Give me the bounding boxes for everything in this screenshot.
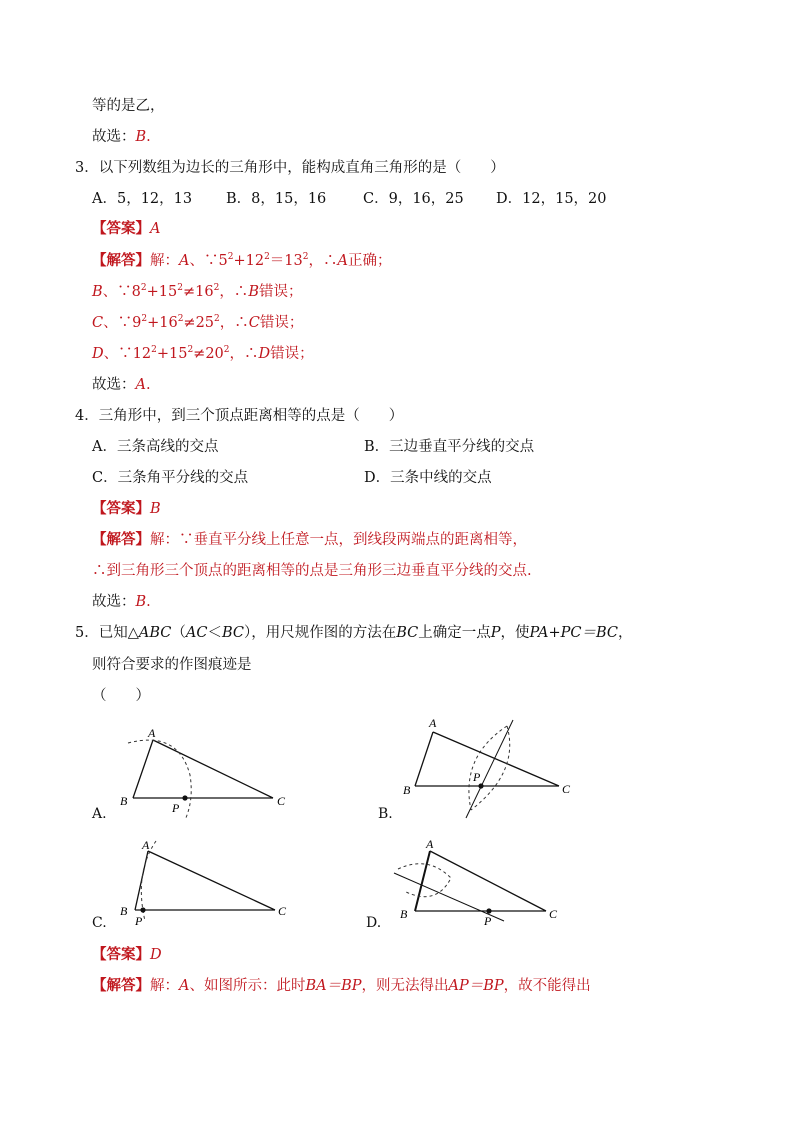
q3-sol4-a: D bbox=[92, 346, 104, 362]
fig-a-arc bbox=[128, 740, 191, 820]
fig-c-point-p bbox=[140, 907, 145, 912]
q5-option-c-label: C. bbox=[92, 915, 107, 931]
q3-option-d-text: 12，15，20 bbox=[522, 191, 607, 207]
q5-figure-d bbox=[388, 835, 588, 935]
fig-a-label-a: A bbox=[148, 726, 156, 740]
q5-stem-p4: ＜ bbox=[207, 625, 222, 641]
q4-number: 4． bbox=[75, 408, 99, 424]
q4-sol1-text: 解：∵垂直平分线上任意一点，到线段两端点的距离相等， bbox=[150, 532, 527, 548]
q2-select-value: B bbox=[135, 129, 147, 145]
fig-d-label-b: B bbox=[400, 907, 408, 921]
q4-option-d-text: 三条中线的交点 bbox=[390, 470, 492, 486]
q5-stem-p2: （ bbox=[171, 625, 186, 641]
q3-option-b-letter: B． bbox=[226, 191, 252, 207]
q3-sol3-a: C bbox=[92, 315, 104, 331]
q5-answer-line bbox=[92, 945, 162, 965]
fig-b-arc-left bbox=[469, 726, 507, 810]
q3-sol1-mid: 、∵ bbox=[189, 253, 219, 269]
q4-select-prefix: 故选： bbox=[92, 594, 136, 610]
q5-figure-c bbox=[90, 833, 320, 933]
q5-option-d-label: D. bbox=[366, 915, 382, 931]
q4-stem-line bbox=[75, 406, 403, 426]
q5-stem-p7: BC bbox=[396, 625, 419, 641]
q4-option-a-letter: A． bbox=[92, 439, 117, 455]
q4-option-d-letter: D． bbox=[364, 470, 391, 486]
q3-option-a-letter: A． bbox=[92, 191, 117, 207]
q4-option-c bbox=[92, 468, 248, 488]
q4-select-suffix: . bbox=[146, 594, 151, 610]
q5-sol1-p1: A bbox=[179, 978, 190, 994]
q3-sol4-post: ，∴ bbox=[229, 346, 259, 362]
q4-select-line bbox=[92, 592, 151, 612]
q5-figure-a bbox=[90, 715, 320, 830]
q5-answer-label: 【答案】 bbox=[92, 946, 150, 963]
q5-stem-p5: BC bbox=[221, 625, 244, 641]
q4-sol2-text: ∴到三角形三个顶点的距离相等的点是三角形三边垂直平分线的交点. bbox=[92, 563, 532, 579]
q3-stem-line bbox=[75, 158, 505, 178]
q3-option-c bbox=[363, 189, 464, 209]
q5-solution-line-1 bbox=[92, 976, 591, 996]
q5-sol1-p0: 解： bbox=[150, 978, 179, 994]
q5-stem-p9: P bbox=[490, 625, 501, 641]
q3-sol3-b: C bbox=[248, 315, 260, 331]
q3-option-c-letter: C． bbox=[363, 191, 389, 207]
q3-solution-line-1 bbox=[92, 251, 391, 271]
q5-stem-p0: 已知△ bbox=[98, 625, 139, 641]
fig-a-label-b: B bbox=[120, 794, 128, 808]
fig-d-point-p bbox=[486, 908, 491, 913]
q5-sol1-p4: ，则无法得出 bbox=[361, 978, 449, 994]
q4-option-b-letter: B． bbox=[364, 439, 390, 455]
q4-stem: 三角形中，到三个顶点距离相等的点是（ ） bbox=[98, 408, 404, 424]
q3-answer-line bbox=[92, 219, 160, 239]
q4-option-b-text: 三边垂直平分线的交点 bbox=[389, 439, 535, 455]
fig-d-label-a: A bbox=[426, 837, 434, 851]
q2-select-prefix: 故选： bbox=[92, 129, 136, 145]
q4-answer-line bbox=[92, 499, 161, 519]
q3-sol2-math: $8^2+15^2\ne 16^2$ bbox=[131, 283, 220, 300]
q3-sol3-math: $9^2+16^2\ne 25^2$ bbox=[132, 314, 220, 331]
q5-stem-p11: PA+PC＝BC bbox=[529, 625, 618, 641]
q5-sol1-p3: BA＝BP bbox=[305, 978, 362, 994]
fig-d-label-p: P bbox=[484, 914, 492, 928]
q5-stem-p1: ABC bbox=[138, 625, 172, 641]
q3-option-a bbox=[92, 189, 192, 209]
fig-c-side-ac bbox=[148, 851, 275, 910]
q4-select-value: B bbox=[135, 594, 147, 610]
q3-sol2-tail: 错误； bbox=[258, 284, 303, 300]
q5-solution-label: 【解答】 bbox=[92, 977, 150, 994]
fig-c-label-b: B bbox=[120, 904, 128, 918]
q3-sol2-b: B bbox=[248, 284, 259, 300]
q3-answer-label: 【答案】 bbox=[92, 220, 150, 237]
q3-solution-line-4 bbox=[92, 344, 314, 364]
q5-stem-p10: ，使 bbox=[500, 625, 530, 641]
q3-select-line bbox=[92, 375, 151, 395]
fig-d-side-ac bbox=[430, 851, 546, 911]
q5-stem-p3: AC bbox=[185, 625, 208, 641]
q5-option-b-label: B. bbox=[378, 806, 393, 822]
q4-option-b bbox=[364, 437, 534, 457]
q3-option-b bbox=[226, 189, 326, 209]
q5-stem-line-2 bbox=[92, 655, 252, 675]
fig-c-label-p: P bbox=[135, 914, 143, 928]
q3-sol1-tail: 正确； bbox=[347, 253, 392, 269]
q3-answer-value: A bbox=[150, 221, 161, 237]
q3-solution-line-3 bbox=[92, 313, 303, 333]
q3-option-d bbox=[496, 189, 607, 209]
q3-number: 3． bbox=[75, 160, 99, 176]
q5-option-a-label: A. bbox=[92, 806, 107, 822]
q2-conclusion-line bbox=[92, 96, 165, 116]
q4-solution-line-2 bbox=[92, 561, 532, 581]
q5-sol1-p2: 、如图所示：此时 bbox=[189, 978, 306, 994]
q3-option-b-text: 8，15，16 bbox=[251, 191, 327, 207]
fig-a-point-p bbox=[182, 795, 187, 800]
q3-sol3-mid: 、∵ bbox=[103, 315, 133, 331]
q5-blank bbox=[92, 686, 150, 706]
q3-sol1-math: $5^2+12^2=13^2$ bbox=[218, 252, 309, 269]
fig-d-label-c: C bbox=[549, 907, 558, 921]
fig-d-side-ab bbox=[415, 851, 430, 911]
q2-conclusion-text: 等的是乙， bbox=[92, 98, 165, 114]
q4-solution-line-1 bbox=[92, 530, 527, 550]
q3-sol2-mid: 、∵ bbox=[102, 284, 132, 300]
fig-b-label-b: B bbox=[403, 783, 411, 797]
fig-c-label-c: C bbox=[278, 904, 287, 918]
q3-select-suffix: . bbox=[145, 377, 151, 393]
q5-sol1-p5: AP＝BP bbox=[448, 978, 504, 994]
q3-sol3-tail: 错误； bbox=[259, 315, 304, 331]
q3-sol1-b: A bbox=[337, 253, 348, 269]
q5-stem-p8: 上确定一点 bbox=[418, 625, 491, 641]
q4-option-d bbox=[364, 468, 492, 488]
fig-d-arc bbox=[398, 864, 451, 897]
q3-select-prefix: 故选： bbox=[92, 377, 136, 393]
q4-solution-label: 【解答】 bbox=[92, 531, 150, 548]
q5-stem-p6: ），用尺规作图的方法在 bbox=[244, 625, 397, 641]
fig-b-bisector bbox=[466, 720, 513, 818]
q4-answer-value: B bbox=[150, 501, 161, 517]
q3-sol3-post: ，∴ bbox=[219, 315, 249, 331]
q3-sol1-pre: 解： bbox=[150, 253, 179, 269]
q3-option-d-letter: D． bbox=[496, 191, 523, 207]
q4-option-a bbox=[92, 437, 218, 457]
q3-sol4-tail: 错误； bbox=[270, 346, 314, 362]
q3-sol4-math: $12^2+15^2\ne 20^2$ bbox=[132, 345, 230, 362]
q5-blank-text: （ ） bbox=[92, 688, 150, 704]
q3-solution-label: 【解答】 bbox=[92, 252, 150, 269]
fig-b-label-a: A bbox=[429, 716, 437, 730]
fig-b-point-p bbox=[478, 783, 483, 788]
q4-option-a-text: 三条高线的交点 bbox=[116, 439, 219, 455]
q4-option-c-letter: C． bbox=[92, 470, 118, 486]
fig-a-side-ab bbox=[133, 740, 153, 798]
q3-sol2-a: B bbox=[92, 284, 103, 300]
q3-sol4-b: D bbox=[258, 346, 271, 362]
q5-stem-line2-text: 则符合要求的作图痕迹是 bbox=[92, 657, 252, 673]
q3-stem: 以下列数组为边长的三角形中，能构成直角三角形的是（ ） bbox=[98, 160, 505, 176]
fig-c-label-a: A bbox=[142, 838, 150, 852]
q3-sol4-mid: 、∵ bbox=[103, 346, 133, 362]
q4-option-c-text: 三条角平分线的交点 bbox=[117, 470, 249, 486]
q3-select-value: A bbox=[135, 377, 146, 393]
fig-b-label-p: P bbox=[473, 770, 481, 784]
fig-b-side-ac bbox=[433, 732, 559, 786]
fig-b-label-c: C bbox=[562, 782, 571, 796]
q5-number: 5． bbox=[75, 625, 99, 641]
q3-sol1-a: A bbox=[179, 253, 190, 269]
q4-answer-label: 【答案】 bbox=[92, 500, 150, 517]
q5-answer-value: D bbox=[150, 947, 162, 963]
fig-a-side-ac bbox=[153, 740, 273, 798]
q3-sol1-post: ，∴ bbox=[308, 253, 338, 269]
q2-select-suffix: . bbox=[146, 129, 151, 145]
q5-stem-line-1 bbox=[75, 623, 632, 643]
q3-sol2-post: ，∴ bbox=[219, 284, 249, 300]
fig-a-label-c: C bbox=[277, 794, 286, 808]
q3-option-a-text: 5，12，13 bbox=[116, 191, 193, 207]
q3-option-c-text: 9，16，25 bbox=[388, 191, 464, 207]
q5-stem-p12: ， bbox=[617, 625, 633, 641]
q2-select-line bbox=[92, 127, 151, 147]
q5-figure-b bbox=[395, 712, 595, 827]
fig-b-side-ab bbox=[415, 732, 433, 786]
q3-solution-line-2 bbox=[92, 282, 302, 302]
fig-a-label-p: P bbox=[172, 801, 180, 815]
q5-sol1-p6: ，故不能得出 bbox=[503, 978, 591, 994]
